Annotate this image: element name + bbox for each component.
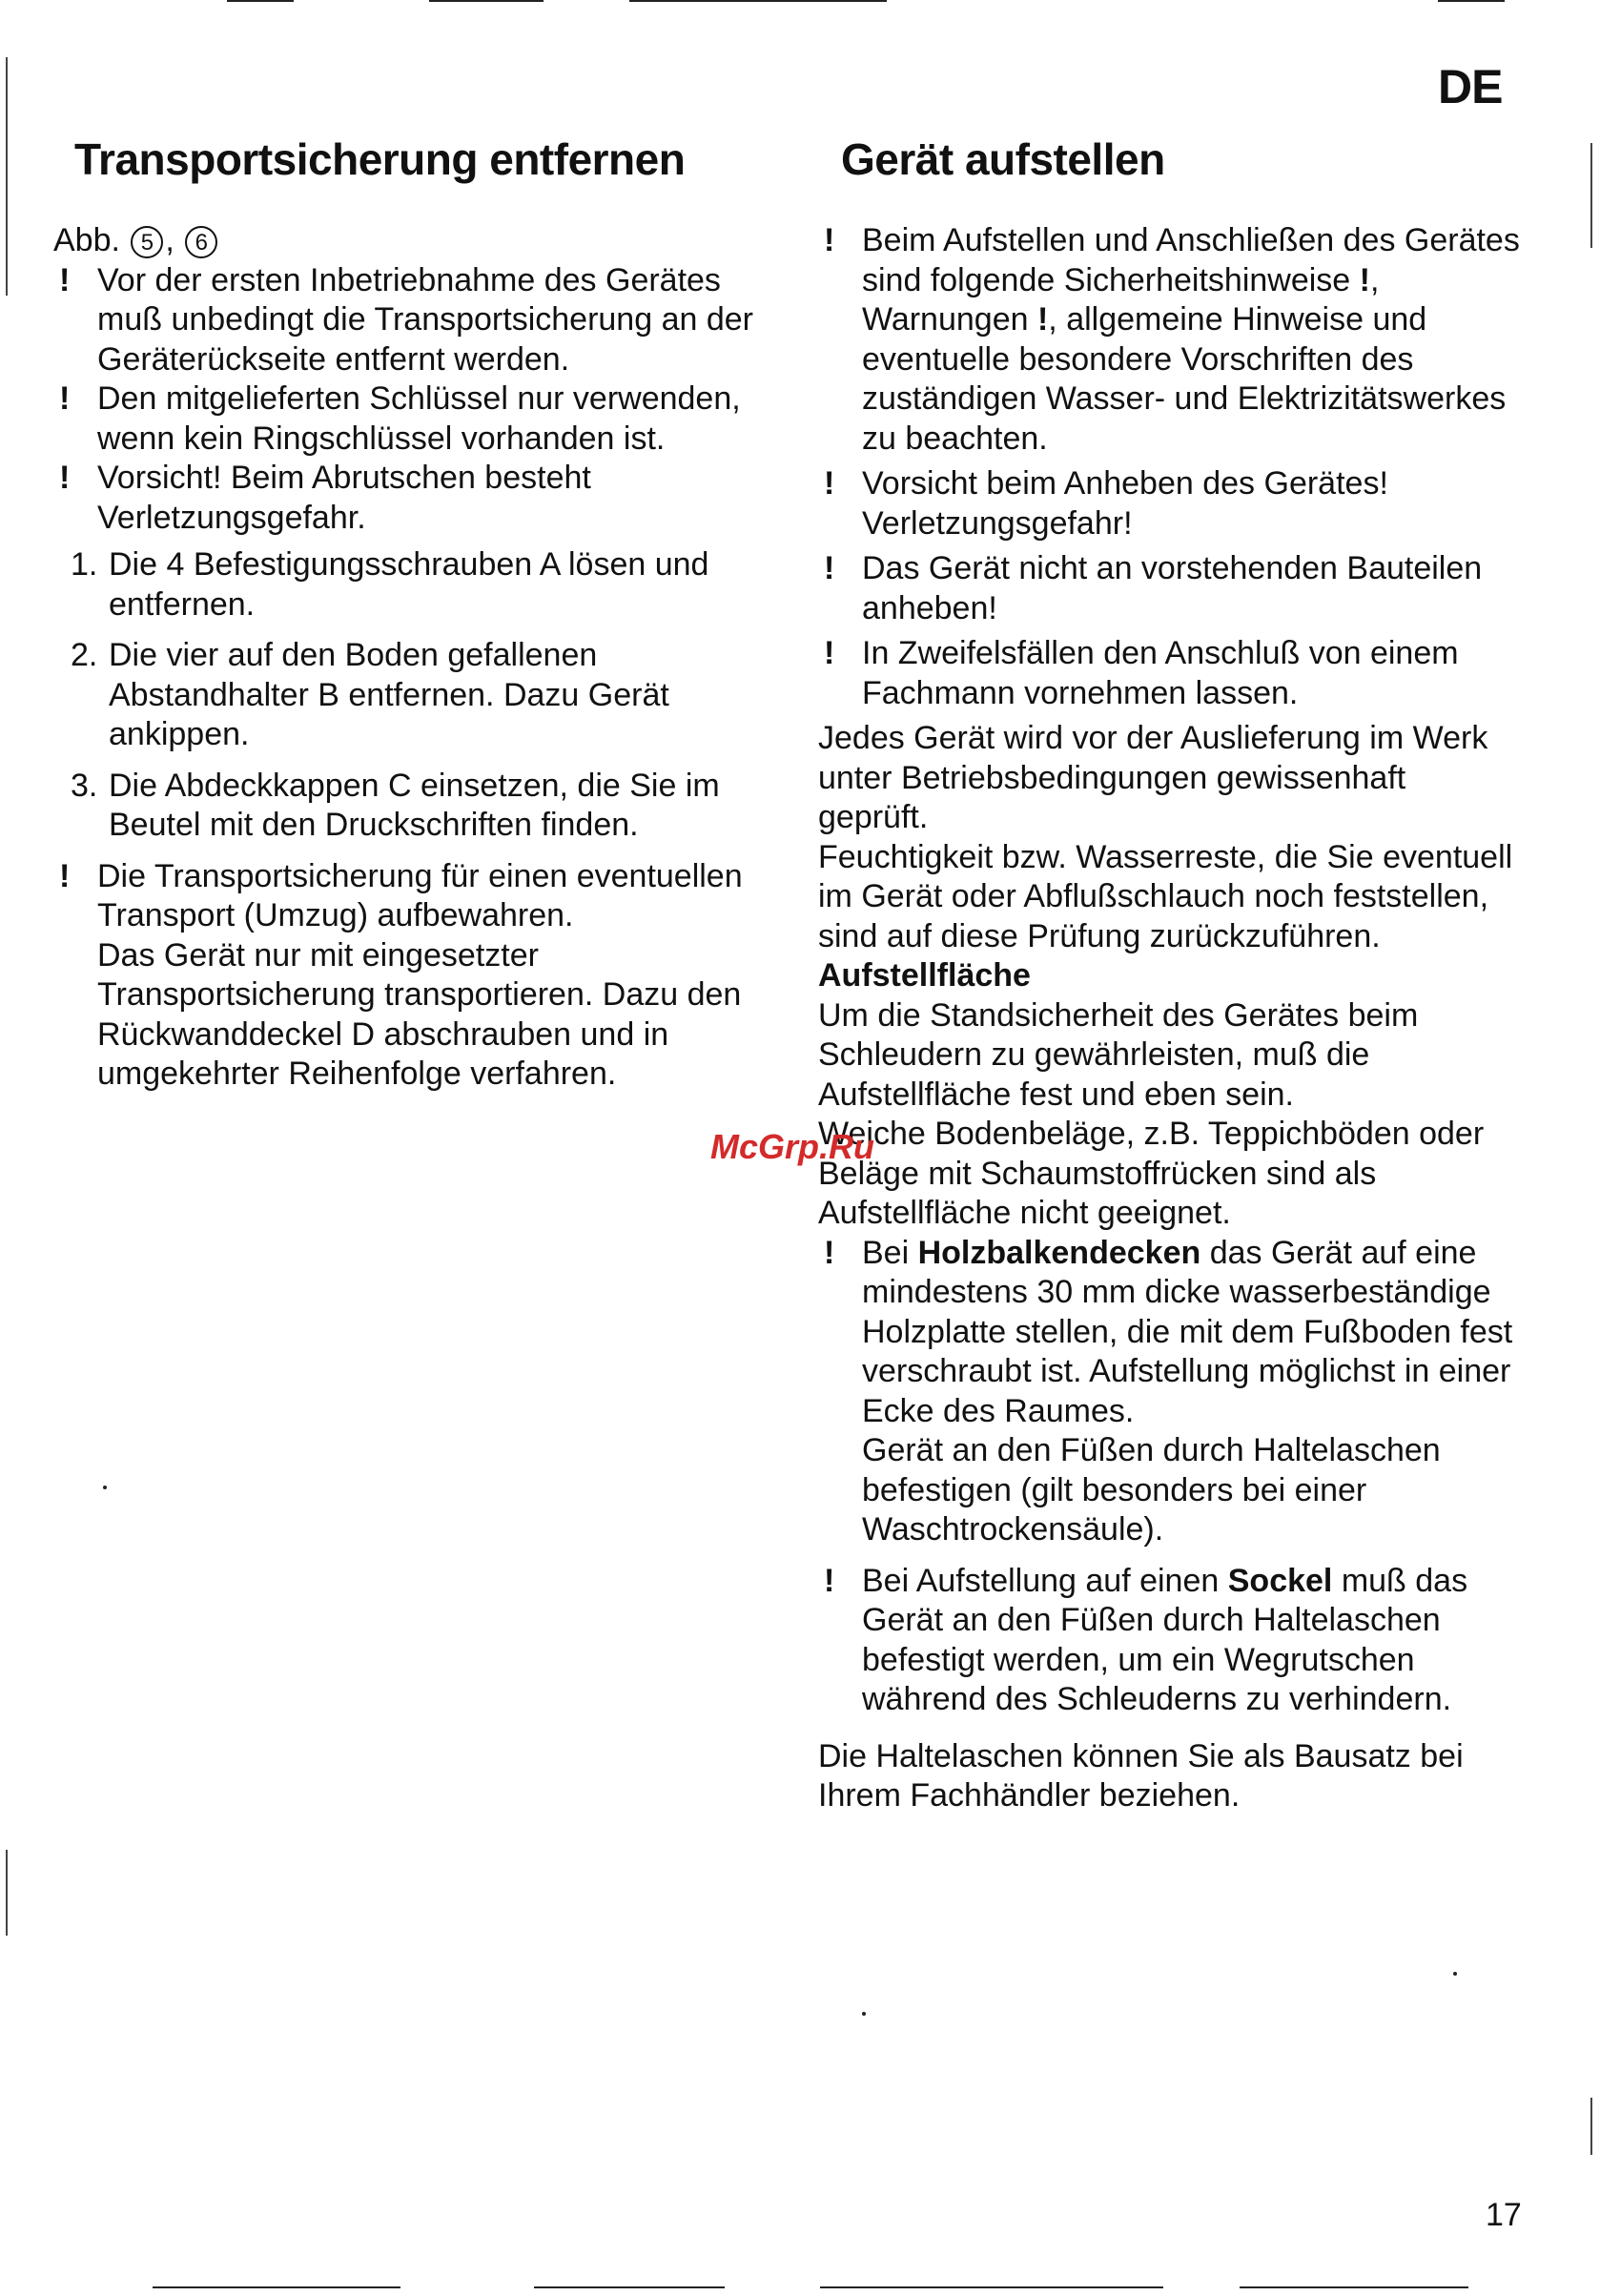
scan-edge-line xyxy=(153,2286,400,2288)
warning-text: Bei xyxy=(862,1234,910,1271)
warning-text: das Gerät auf eine mindestens 30 mm dicke wasserbeständige Holzplatte stellen, die mit dem Fußboden fest verschraubt ist. Aufstellung möglichst in einer Ecke des Raumes. xyxy=(862,1234,1513,1429)
scan-edge-line xyxy=(1438,0,1505,2)
scan-edge-line xyxy=(227,0,294,2)
warning-mark-icon: ! xyxy=(824,1234,835,1271)
scan-speck xyxy=(103,1486,107,1489)
warning-text: In Zweifelsfällen den Anschluß von einem Fachmann vornehmen lassen. xyxy=(862,635,1459,711)
step-text: Die Abdeckkappen C einsetzen, die Sie im Beutel mit den Druckschriften finden. xyxy=(109,767,720,843)
inline-warning-mark-icon: ! xyxy=(1359,261,1370,298)
warning-text: Vor der ersten Inbetriebnahme des Gerätes muß unbedingt die Transportsicherung an der Geräterückseite entfernt werden. xyxy=(97,261,753,378)
scan-edge-line xyxy=(1590,143,1592,248)
warning-text: Vorsicht! Beim Abrutschen besteht Verletzungsgefahr. xyxy=(97,460,591,536)
warning-mark-icon: ! xyxy=(824,465,835,502)
scan-speck xyxy=(1453,1972,1457,1976)
warning-item xyxy=(818,464,1524,543)
warning-mark-icon: ! xyxy=(59,460,71,496)
warning-mark-icon: ! xyxy=(59,857,71,894)
scan-edge-line xyxy=(629,0,887,2)
section-title: Transportsicherung entfernen xyxy=(74,134,686,184)
scan-edge-line xyxy=(6,57,8,296)
scan-edge-line xyxy=(429,0,544,2)
language-tag: DE xyxy=(1438,60,1503,113)
figure-ref-prefix: Abb. xyxy=(53,222,120,258)
section-body xyxy=(818,221,1524,1816)
figure-reference: Abb. 5 , 6 xyxy=(53,221,759,261)
warning-text: Vorsicht beim Anheben des Gerätes! Verletzungsgefahr! xyxy=(862,465,1388,542)
warning-continuation: Gerät an den Füßen durch Haltelaschen befestigen (gilt besonders bei einer Waschtrockensäule). xyxy=(862,1432,1441,1548)
step-number: 3. xyxy=(71,767,98,804)
figure-number-5: 5 xyxy=(131,226,163,258)
warning-text: Die Transportsicherung für einen eventuellen Transport (Umzug) aufbewahren. xyxy=(97,857,743,933)
warning-item xyxy=(53,379,759,459)
step-number: 2. xyxy=(71,637,98,673)
step-text: Die vier auf den Boden gefallenen Abstandhalter B entfernen. Dazu Gerät ankippen. xyxy=(109,637,669,752)
section-body xyxy=(53,221,759,1095)
warning-text: Das Gerät nicht an vorstehenden Bauteilen anheben! xyxy=(862,550,1483,626)
warning-text: Den mitgelieferten Schlüssel nur verwenden, wenn kein Ringschlüssel vorhanden ist. xyxy=(97,380,741,457)
inline-warning-mark-icon: ! xyxy=(1036,301,1049,338)
warning-item xyxy=(818,221,1524,459)
warning-emphasis: Holzbalkendecken xyxy=(917,1234,1201,1271)
warning-item xyxy=(818,549,1524,628)
paragraph: Feuchtigkeit bzw. Wasserreste, die Sie eventuell im Gerät oder Abflußschlauch noch feststellen, sind auf diese Prüfung zurückzuführen. xyxy=(818,838,1513,954)
warning-mark-icon: ! xyxy=(59,261,71,298)
warning-text: muß das Gerät an den Füßen durch Haltelaschen befestigt werden, um ein Wegrutschen während des Schleuderns zu verhindern. xyxy=(862,1562,1468,1717)
section-title: Gerät aufstellen xyxy=(841,134,1165,184)
warning-text: Beim Aufstellen und Anschließen des Gerätes sind folgende Sicherheitshinweise xyxy=(862,222,1520,298)
warning-item xyxy=(53,857,759,936)
scan-edge-line xyxy=(1590,2098,1592,2155)
step-item xyxy=(53,767,759,846)
paragraph: Weiche Bodenbeläge, z.B. Teppichböden oder Beläge mit Schaumstoffrücken sind als Aufstellfläche nicht geeignet. xyxy=(818,1116,1485,1231)
warning-item xyxy=(818,1562,1524,1720)
figure-number-6: 6 xyxy=(185,226,217,258)
step-item xyxy=(53,545,759,625)
warning-mark-icon: ! xyxy=(824,1562,835,1599)
warning-mark-icon: ! xyxy=(824,550,835,586)
step-item xyxy=(53,636,759,755)
paragraph: Die Haltelaschen können Sie als Bausatz bei Ihrem Fachhändler beziehen. xyxy=(818,1737,1464,1814)
warning-item xyxy=(818,634,1524,713)
step-number: 1. xyxy=(71,546,98,583)
warning-text: , Warnungen xyxy=(862,261,1380,338)
page-number: 17 xyxy=(1486,2197,1522,2233)
scan-edge-line xyxy=(1240,2286,1468,2288)
scan-edge-line xyxy=(534,2286,725,2288)
paragraph: Um die Standsicherheit des Gerätes beim Schleudern zu gewährleisten, muß die Aufstellfläche fest und eben sein. xyxy=(818,996,1419,1113)
warning-emphasis: Sockel xyxy=(1227,1562,1333,1599)
warning-text: Bei Aufstellung auf einen xyxy=(862,1562,1220,1599)
subheading: Aufstellfläche xyxy=(818,957,1031,994)
warning-mark-icon: ! xyxy=(59,380,71,417)
warning-item xyxy=(818,1234,1524,1432)
warning-mark-icon: ! xyxy=(824,635,835,671)
paragraph: Jedes Gerät wird vor der Auslieferung im Werk unter Betriebsbedingungen gewissenhaft geprüft. xyxy=(818,720,1488,835)
warning-item xyxy=(53,261,759,380)
scan-speck xyxy=(862,2012,866,2016)
scan-edge-line xyxy=(6,1850,8,1936)
watermark: McGrp.Ru xyxy=(710,1127,875,1166)
scan-edge-line xyxy=(820,2286,1163,2288)
warning-item xyxy=(53,459,759,538)
step-text: Die 4 Befestigungsschrauben A lösen und entfernen. xyxy=(109,546,709,623)
warning-text: , allgemeine Hinweise und eventuelle besondere Vorschriften des zuständigen Wasser- und Elektrizitätswerkes zu beachten. xyxy=(862,301,1507,457)
warning-continuation: Das Gerät nur mit eingesetzter Transportsicherung transportieren. Dazu den Rückwanddeckel D abschrauben und in umgekehrter Reihenfolge verfahren. xyxy=(97,936,742,1092)
warning-mark-icon: ! xyxy=(824,222,835,258)
